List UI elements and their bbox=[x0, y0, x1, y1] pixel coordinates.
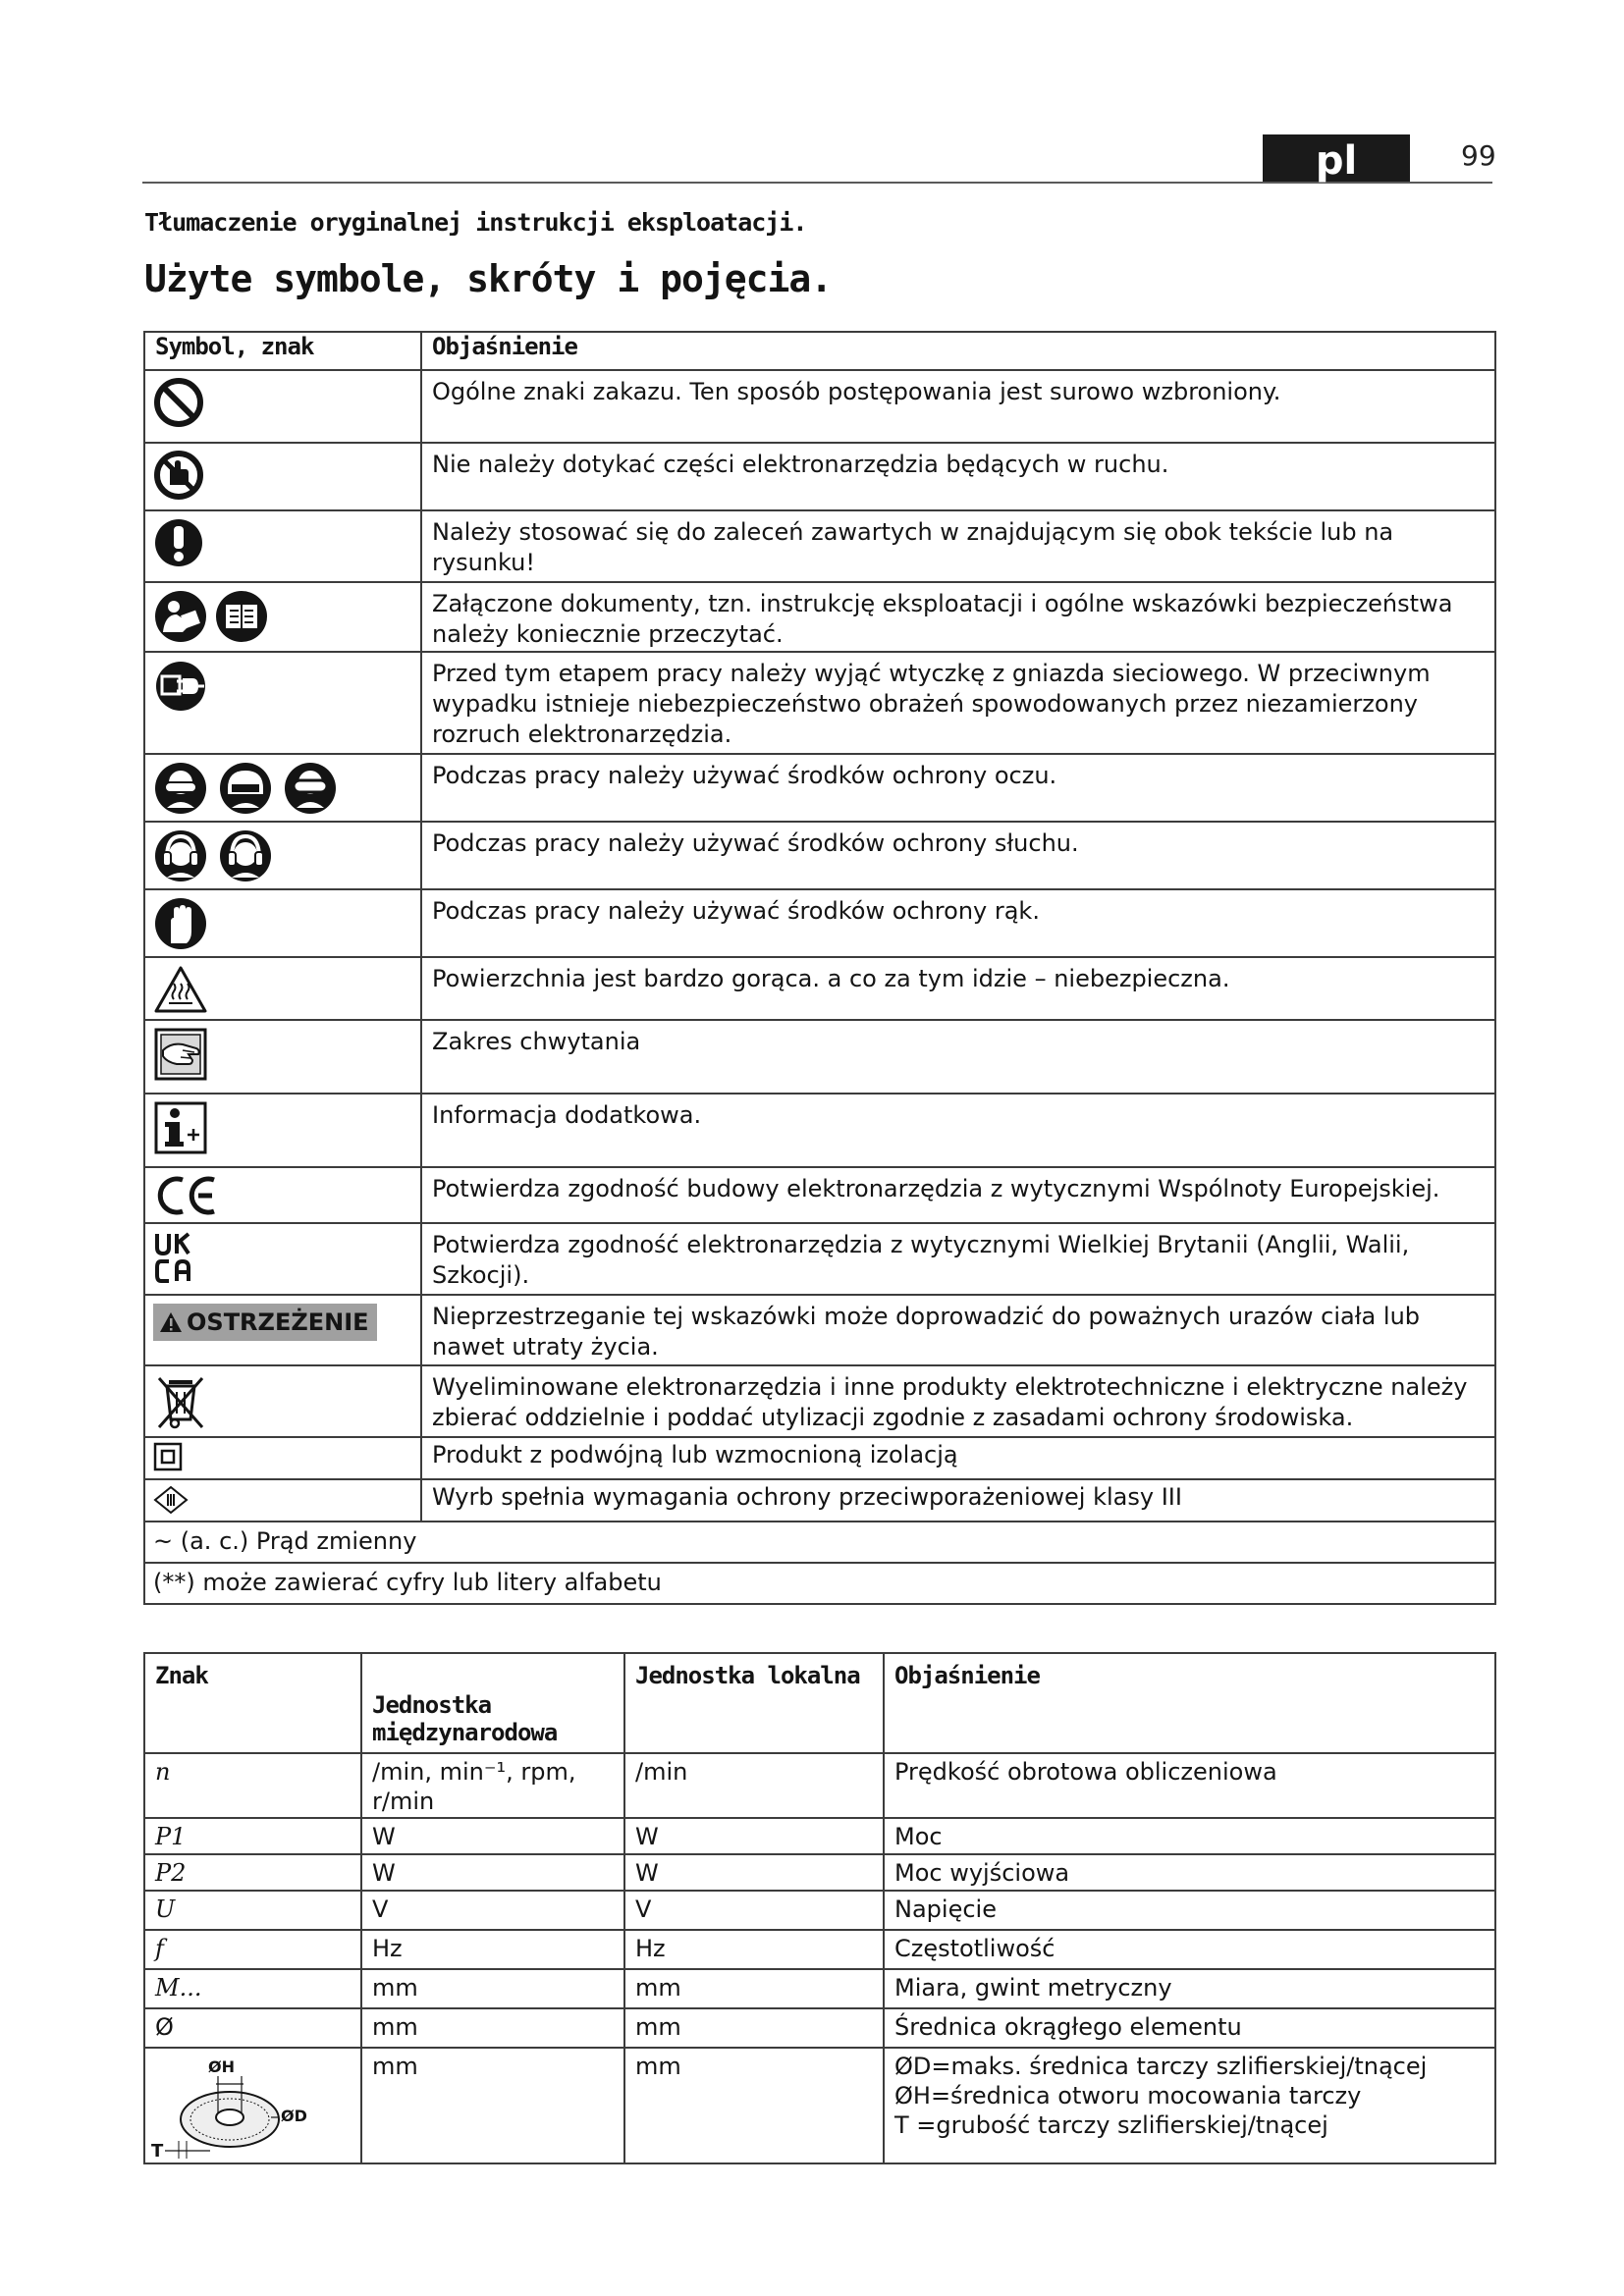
table-row bbox=[144, 889, 1495, 957]
units-table bbox=[143, 1652, 1496, 2164]
alternating-current-note: ~ (a. c.) Prąd zmienny bbox=[144, 1522, 1495, 1563]
unit-explanation: Częstotliwość bbox=[884, 1930, 1495, 1969]
disc-label-t: T bbox=[151, 2141, 164, 2161]
table-row bbox=[144, 957, 1495, 1020]
unit-sign: P1 bbox=[144, 1818, 361, 1854]
class-ii-icon bbox=[153, 1442, 183, 1471]
col-explanation-header: Objaśnienie bbox=[884, 1653, 1495, 1753]
unit-local: mm bbox=[624, 2048, 884, 2163]
unit-intl: V bbox=[361, 1891, 624, 1930]
table-row bbox=[144, 1522, 1495, 1563]
row-text: Należy stosować się do zaleceń zawartych w znajdującym się obok tekście lub na rysunku! bbox=[421, 510, 1495, 582]
row-text: Ogólne znaki zakazu. Ten sposób postępowania jest surowo wzbroniony. bbox=[421, 370, 1495, 443]
page-number: 99 bbox=[1461, 139, 1496, 172]
unit-intl: /min, min⁻¹, rpm, r/min bbox=[361, 1753, 624, 1818]
row-text: Produkt z podwójną lub wzmocnioną izolacją bbox=[421, 1437, 1495, 1479]
row-text: Potwierdza zgodność elektronarzędzia z wytycznymi Wielkiej Brytanii (Anglii, Walii, Szkocji). bbox=[421, 1223, 1495, 1295]
disc-label-d: ØD bbox=[281, 2107, 307, 2125]
unit-explanation: Napięcie bbox=[884, 1891, 1495, 1930]
unit-sign: P2 bbox=[144, 1854, 361, 1891]
unit-local: W bbox=[624, 1854, 884, 1891]
prohibition-icon bbox=[153, 377, 204, 428]
disc-label-h: ØH bbox=[208, 2057, 235, 2076]
unit-explanation: Średnica okrągłego elementu bbox=[884, 2008, 1495, 2048]
unit-intl: Hz bbox=[361, 1930, 624, 1969]
disc-explanation bbox=[884, 2048, 1495, 2163]
info-icon bbox=[153, 1100, 208, 1155]
grinding-disc-diagram-icon bbox=[151, 2055, 318, 2161]
table-row bbox=[144, 1295, 1495, 1365]
unit-local: Hz bbox=[624, 1930, 884, 1969]
unit-intl: mm bbox=[361, 2048, 624, 2163]
row-text: Nieprzestrzeganie tej wskazówki może doprowadzić do poważnych urazów ciała lub nawet utraty życia. bbox=[421, 1295, 1495, 1365]
row-text: Powierzchnia jest bardzo gorąca. a co za tym idzie – niebezpieczna. bbox=[421, 957, 1495, 1020]
row-text: Załączone dokumenty, tzn. instrukcję eksploatacji i ogólne wskazówki bezpieczeństwa należy koniecznie przeczytać. bbox=[421, 582, 1495, 652]
symbols-table bbox=[143, 331, 1496, 1605]
unit-sign: f bbox=[144, 1930, 361, 1969]
unit-local: V bbox=[624, 1891, 884, 1930]
col-sign-header: Znak bbox=[144, 1653, 361, 1753]
table-row bbox=[144, 1020, 1495, 1094]
table-row bbox=[144, 582, 1495, 652]
warning-label-text: OSTRZEŻENIE bbox=[187, 1308, 369, 1336]
table-row bbox=[144, 1479, 1495, 1522]
unit-local: mm bbox=[624, 2008, 884, 2048]
table-row bbox=[144, 1094, 1495, 1167]
class-iii-icon bbox=[153, 1485, 189, 1515]
table-row bbox=[144, 1854, 1495, 1891]
table-row bbox=[144, 1563, 1495, 1604]
eye-protection-icon bbox=[153, 761, 340, 816]
table-row bbox=[144, 1753, 1495, 1818]
row-text: Podczas pracy należy używać środków ochrony słuchu. bbox=[421, 822, 1495, 889]
row-text: Przed tym etapem pracy należy wyjąć wtyczkę z gniazda sieciowego. W przeciwnym wypadku istnieje niebezpieczeństwo obrażeń spowodowanych przez niezamierzony rozruch elektronarzędzia. bbox=[421, 652, 1495, 754]
exclamation-icon bbox=[153, 517, 204, 568]
unit-explanation: Miara, gwint metryczny bbox=[884, 1969, 1495, 2008]
unit-local: mm bbox=[624, 1969, 884, 2008]
weee-bin-icon bbox=[153, 1372, 208, 1431]
row-text: Wyrb spełnia wymagania ochrony przeciwporażeniowej klasy III bbox=[421, 1479, 1495, 1522]
row-text: Informacja dodatkowa. bbox=[421, 1094, 1495, 1167]
table-row bbox=[144, 754, 1495, 822]
hot-surface-icon bbox=[153, 964, 208, 1015]
table-row bbox=[144, 1818, 1495, 1854]
table-row bbox=[144, 822, 1495, 889]
unit-local: W bbox=[624, 1818, 884, 1854]
unit-sign: M... bbox=[144, 1969, 361, 2008]
warning-triangle-icon bbox=[159, 1311, 183, 1333]
ear-protection-icon bbox=[153, 828, 275, 883]
grip-area-icon bbox=[153, 1027, 208, 1082]
unit-sign: n bbox=[144, 1753, 361, 1818]
disc-line-t: T =grubość tarczy szlifierskiej/tnącej bbox=[894, 2111, 1328, 2139]
table-row bbox=[144, 443, 1495, 510]
col-symbol-header: Symbol, znak bbox=[144, 332, 421, 370]
symbols-table-header bbox=[144, 332, 1495, 370]
unit-intl: W bbox=[361, 1854, 624, 1891]
col-local-header: Jednostka lokalna bbox=[624, 1653, 884, 1753]
col-desc-header: Objaśnienie bbox=[421, 332, 1495, 370]
document-subtitle: Tłumaczenie oryginalnej instrukcji eksploatacji. bbox=[144, 208, 807, 237]
disc-line-h: ØH=średnica otworu mocowania tarczy bbox=[894, 2082, 1362, 2109]
col-intl-header: Jednostka międzynarodowa bbox=[361, 1653, 624, 1753]
read-manual-icon bbox=[153, 589, 271, 644]
unit-sign: U bbox=[144, 1891, 361, 1930]
table-row bbox=[144, 1167, 1495, 1223]
row-text: Podczas pracy należy używać środków ochrony rąk. bbox=[421, 889, 1495, 957]
row-text: Nie należy dotykać części elektronarzędzia będących w ruchu. bbox=[421, 443, 1495, 510]
hand-protection-icon bbox=[153, 896, 208, 951]
disc-line-d: ØD=maks. średnica tarczy szlifierskiej/tnącej bbox=[894, 2053, 1428, 2080]
warning-label bbox=[153, 1304, 377, 1341]
table-row bbox=[144, 1969, 1495, 2008]
ce-mark-icon bbox=[153, 1174, 222, 1217]
row-text: Wyeliminowane elektronarzędzia i inne produkty elektrotechniczne i elektryczne należy zbierać oddzielnie i poddać utylizacji zgodnie z zasadami ochrony środowiska. bbox=[421, 1365, 1495, 1437]
do-not-touch-icon bbox=[153, 450, 204, 501]
table-row bbox=[144, 1930, 1495, 1969]
row-text: Zakres chwytania bbox=[421, 1020, 1495, 1094]
unit-local: /min bbox=[624, 1753, 884, 1818]
unit-explanation: Moc wyjściowa bbox=[884, 1854, 1495, 1891]
unplug-icon bbox=[153, 659, 208, 714]
table-row bbox=[144, 1891, 1495, 1930]
section-title: Użyte symbole, skróty i pojęcia. bbox=[144, 257, 833, 300]
unit-intl: W bbox=[361, 1818, 624, 1854]
row-text: Potwierdza zgodność budowy elektronarzędzia z wytycznymi Wspólnoty Europejskiej. bbox=[421, 1167, 1495, 1223]
table-row bbox=[144, 2008, 1495, 2048]
language-badge: pl bbox=[1263, 134, 1410, 182]
table-row bbox=[144, 1437, 1495, 1479]
unit-intl: mm bbox=[361, 2008, 624, 2048]
ukca-mark-icon bbox=[153, 1230, 202, 1285]
unit-intl: mm bbox=[361, 1969, 624, 2008]
table-row bbox=[144, 370, 1495, 443]
unit-sign: Ø bbox=[144, 2008, 361, 2048]
units-table-header bbox=[144, 1653, 1495, 1753]
unit-explanation: Prędkość obrotowa obliczeniowa bbox=[884, 1753, 1495, 1818]
table-row bbox=[144, 510, 1495, 582]
table-row bbox=[144, 1365, 1495, 1437]
table-row bbox=[144, 652, 1495, 754]
row-text: Podczas pracy należy używać środków ochrony oczu. bbox=[421, 754, 1495, 822]
wildcard-note: (**) może zawierać cyfry lub litery alfabetu bbox=[144, 1563, 1495, 1604]
table-row bbox=[144, 2048, 1495, 2163]
unit-explanation: Moc bbox=[884, 1818, 1495, 1854]
table-row bbox=[144, 1223, 1495, 1295]
